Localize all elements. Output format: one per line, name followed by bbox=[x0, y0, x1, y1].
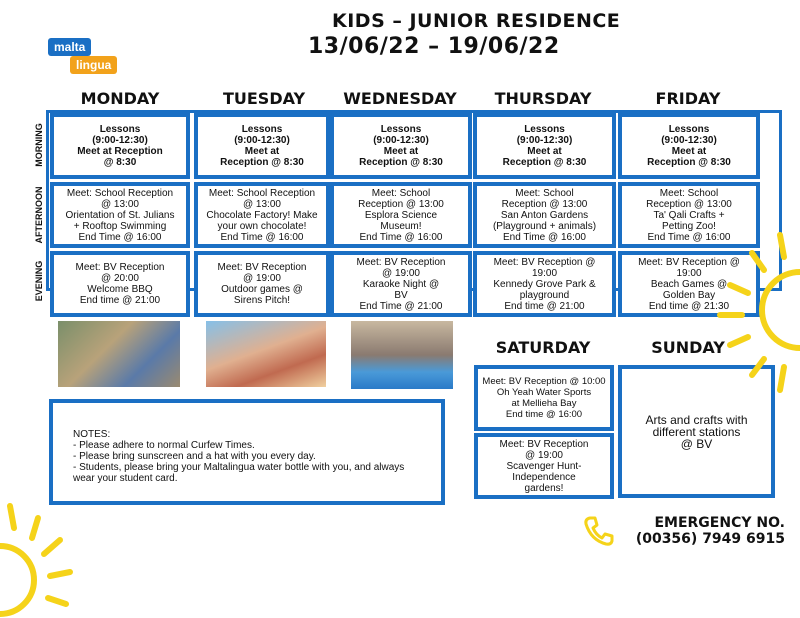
period-morning: MORNING bbox=[34, 123, 44, 167]
thursday-evening-cell: Meet: BV Reception @ 19:00 Kennedy Grove Park & playground End time @ 21:00 bbox=[473, 251, 616, 317]
thursday-morning-cell: Lessons (9:00-12:30) Meet at Reception @ 8:30 bbox=[473, 113, 616, 179]
day-friday: FRIDAY bbox=[655, 89, 721, 108]
tuesday-afternoon-cell: Meet: School Reception @ 13:00 Chocolate Factory! Make your own chocolate! End Time @ 16:00 bbox=[194, 182, 330, 248]
period-evening: EVENING bbox=[34, 260, 44, 302]
wednesday-morning-cell: Lessons (9:00-12:30) Meet at Reception @ 8:30 bbox=[330, 113, 472, 179]
emergency-label: EMERGENCY NO. bbox=[654, 515, 785, 531]
friday-evening-cell: Meet: BV Reception @ 19:00 Beach Games @ Golden Bay End time @ 21:30 bbox=[618, 251, 760, 317]
day-sunday: SUNDAY bbox=[651, 338, 725, 357]
friday-morning-cell: Lessons (9:00-12:30) Meet at Reception @ 8:30 bbox=[618, 113, 760, 179]
day-saturday: SATURDAY bbox=[495, 338, 591, 357]
wednesday-afternoon-cell: Meet: School Reception @ 13:00 Esplora Science Museum! End Time @ 16:00 bbox=[330, 182, 472, 248]
monday-evening-cell: Meet: BV Reception @ 20:00 Welcome BBQ End time @ 21:00 bbox=[50, 251, 190, 317]
monday-afternoon-cell: Meet: School Reception @ 13:00 Orientation of St. Julians + Rooftop Swimming End Time @ 16:00 bbox=[50, 182, 190, 248]
notes-box bbox=[49, 399, 445, 505]
tuesday-morning-cell: Lessons (9:00-12:30) Meet at Reception @ 8:30 bbox=[194, 113, 330, 179]
sun-icon bbox=[690, 215, 800, 395]
notes-line: - Please bring sunscreen and a hat with you every day. bbox=[73, 451, 316, 462]
logo-malta: malta bbox=[48, 38, 91, 56]
sunday-cell: Arts and crafts with different stations @ BV bbox=[618, 365, 775, 498]
tuesday-evening-cell: Meet: BV Reception @ 19:00 Outdoor games @ Sirens Pitch! bbox=[194, 251, 330, 317]
friday-afternoon-cell: Meet: School Reception @ 13:00 Ta' Qali Crafts + Petting Zoo! End Time @ 16:00 bbox=[618, 182, 760, 248]
sun-icon bbox=[0, 500, 95, 618]
monday-morning-cell: Lessons (9:00-12:30) Meet at Reception @ 8:30 bbox=[50, 113, 190, 179]
photo-group-monday bbox=[58, 321, 180, 387]
saturday-morning-cell: Meet: BV Reception @ 10:00 Oh Yeah Water Sports at Mellieha Bay End time @ 16:00 bbox=[474, 365, 614, 431]
notes-line: - Please adhere to normal Curfew Times. bbox=[73, 440, 255, 451]
period-afternoon: AFTERNOON bbox=[34, 186, 44, 244]
photo-group-wednesday bbox=[351, 321, 453, 389]
saturday-evening-cell: Meet: BV Reception @ 19:00 Scavenger Hunt- Independence gardens! bbox=[474, 433, 614, 499]
page-title: KIDS – JUNIOR RESIDENCE bbox=[332, 10, 621, 32]
day-thursday: THURSDAY bbox=[494, 89, 592, 108]
emergency-number: (00356) 7949 6915 bbox=[635, 531, 785, 547]
notes-line: - Students, please bring your Maltalingua water bottle with you, and always wear your student card. bbox=[73, 462, 405, 484]
day-tuesday: TUESDAY bbox=[222, 89, 306, 108]
day-monday: MONDAY bbox=[80, 89, 160, 108]
thursday-afternoon-cell: Meet: School Reception @ 13:00 San Anton Gardens (Playground + animals) End Time @ 16:00 bbox=[473, 182, 616, 248]
photo-group-tuesday bbox=[206, 321, 326, 387]
page-dates: 13/06/22 – 19/06/22 bbox=[308, 34, 560, 59]
logo-lingua: lingua bbox=[70, 56, 117, 74]
day-wednesday: WEDNESDAY bbox=[343, 89, 457, 108]
wednesday-evening-cell: Meet: BV Reception @ 19:00 Karaoke Night @ BV End Time @ 21:00 bbox=[330, 251, 472, 317]
notes-heading: NOTES: bbox=[73, 429, 111, 440]
